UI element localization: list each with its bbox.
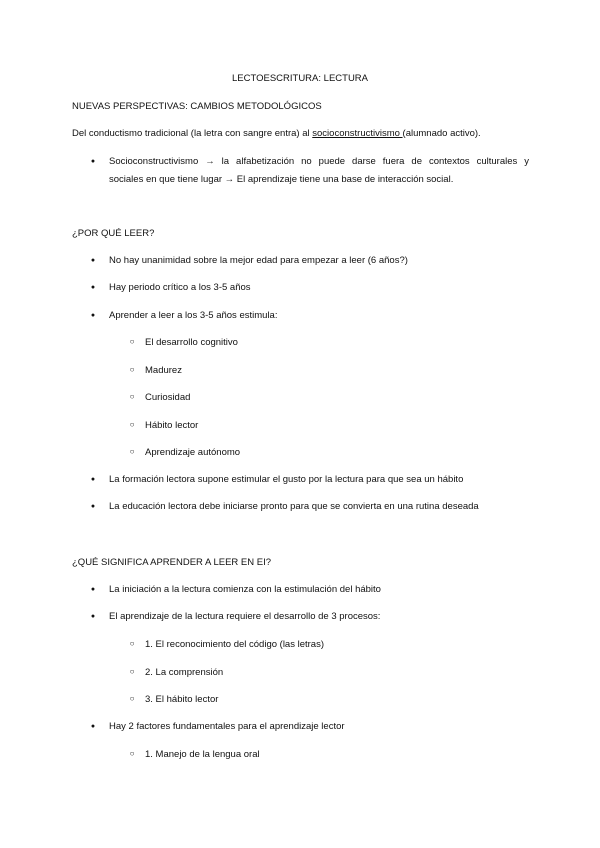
bullet-icon: ● xyxy=(90,723,96,730)
bullet-icon: ● xyxy=(90,613,96,620)
intro-paragraph xyxy=(72,129,481,139)
sub-list-item: 2. La comprensión xyxy=(145,667,224,678)
intro-underlined-term: socioconstructivismo xyxy=(312,128,403,139)
circle-bullet-icon: ○ xyxy=(129,667,135,676)
bullet-icon: ● xyxy=(90,586,96,593)
sub-list-item: Aprendizaje autónomo xyxy=(145,447,241,458)
bullet-icon: ● xyxy=(90,257,96,264)
sub-list-item: 3. El hábito lector xyxy=(145,694,219,705)
list-item: La formación lectora supone estimular el gusto por la lectura para que sea un hábito xyxy=(109,474,464,485)
list-item: Hay 2 factores fundamentales para el aprendizaje lector xyxy=(109,721,345,732)
circle-bullet-icon: ○ xyxy=(129,420,135,429)
list-item: Aprender a leer a los 3-5 años estimula: xyxy=(109,310,278,321)
list-item: No hay unanimidad sobre la mejor edad para empezar a leer (6 años?) xyxy=(109,255,408,266)
bullet-icon: ● xyxy=(90,312,96,319)
circle-bullet-icon: ○ xyxy=(129,639,135,648)
sub-list-item: Curiosidad xyxy=(145,392,191,403)
circle-bullet-icon: ○ xyxy=(129,694,135,703)
section-heading-que-significa: ¿QUÉ SIGNIFICA APRENDER A LEER EN EI? xyxy=(72,557,272,568)
circle-bullet-icon: ○ xyxy=(129,365,135,374)
bullet-icon: ● xyxy=(90,284,96,291)
circle-bullet-icon: ○ xyxy=(129,749,135,758)
list-item: Hay periodo crítico a los 3-5 años xyxy=(109,282,251,293)
sub-list-item: 1. Manejo de la lengua oral xyxy=(145,749,260,760)
bullet-icon: ● xyxy=(90,476,96,483)
bullet-icon: ● xyxy=(90,158,96,165)
list-item: El aprendizaje de la lectura requiere el desarrollo de 3 procesos: xyxy=(109,611,381,622)
intro-text-before: Del conductismo tradicional (la letra con sangre entra) al xyxy=(72,128,313,139)
intro-text-after: (alumnado activo). xyxy=(402,128,481,139)
list-item: La educación lectora debe iniciarse pronto para que se convierta en una rutina deseada xyxy=(109,501,479,512)
sub-list-item: El desarrollo cognitivo xyxy=(145,337,238,348)
list-item: La iniciación a la lectura comienza con la estimulación del hábito xyxy=(109,584,381,595)
section-heading-por-que-leer: ¿POR QUÉ LEER? xyxy=(72,228,155,239)
bullet-icon: ● xyxy=(90,503,96,510)
socio-bullet-line-1: Socioconstructivismo → la alfabetización no puede darse fuera de contextos culturales y xyxy=(109,156,529,167)
circle-bullet-icon: ○ xyxy=(129,447,135,456)
document-title: LECTOESCRITURA: LECTURA xyxy=(231,73,368,84)
socio-bullet-line-2: sociales en que tiene lugar → El aprendizaje tiene una base de interacción social. xyxy=(109,174,454,185)
circle-bullet-icon: ○ xyxy=(129,337,135,346)
section-heading-perspectivas: NUEVAS PERSPECTIVAS: CAMBIOS METODOLÓGICOS xyxy=(72,101,322,112)
circle-bullet-icon: ○ xyxy=(129,392,135,401)
sub-list-item: 1. El reconocimiento del código (las letras) xyxy=(145,639,325,650)
sub-list-item: Madurez xyxy=(145,365,182,376)
sub-list-item: Hábito lector xyxy=(145,420,199,431)
